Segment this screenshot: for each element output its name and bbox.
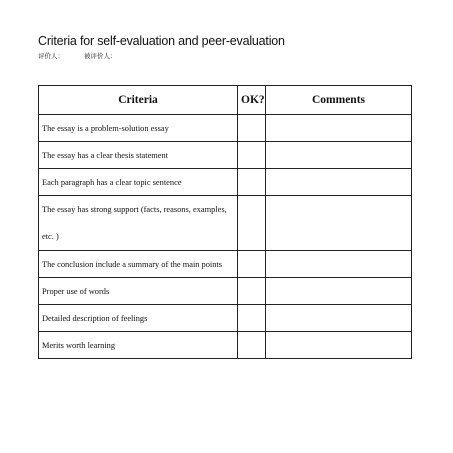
column-header-ok: OK? <box>238 86 266 115</box>
comments-cell[interactable] <box>266 278 412 305</box>
page-title: Criteria for self-evaluation and peer-evaluation <box>38 34 285 48</box>
ok-cell[interactable] <box>238 278 266 305</box>
criteria-table <box>38 85 412 359</box>
comments-cell[interactable] <box>266 251 412 278</box>
table-row <box>39 278 412 305</box>
criterion-cell: Each paragraph has a clear topic sentence <box>39 169 238 196</box>
table-header-row <box>39 86 412 115</box>
table-row <box>39 142 412 169</box>
column-header-comments: Comments <box>266 86 412 115</box>
comments-cell[interactable] <box>266 332 412 359</box>
ok-cell[interactable] <box>238 115 266 142</box>
table-row <box>39 305 412 332</box>
ok-cell[interactable] <box>238 142 266 169</box>
table-row <box>39 251 412 278</box>
ok-cell[interactable] <box>238 332 266 359</box>
table-row <box>39 169 412 196</box>
table-row <box>39 196 412 251</box>
evaluator-label: 评价人： <box>38 52 64 60</box>
criterion-cell: Merits worth learning <box>39 332 238 359</box>
column-header-criteria: Criteria <box>39 86 238 115</box>
ok-cell[interactable] <box>238 169 266 196</box>
table-row <box>39 115 412 142</box>
comments-cell[interactable] <box>266 305 412 332</box>
criterion-cell: Detailed description of feelings <box>39 305 238 332</box>
ok-cell[interactable] <box>238 251 266 278</box>
comments-cell[interactable] <box>266 115 412 142</box>
table-row <box>39 332 412 359</box>
criterion-cell: The essay has a clear thesis statement <box>39 142 238 169</box>
criterion-cell: Proper use of words <box>39 278 238 305</box>
comments-cell[interactable] <box>266 169 412 196</box>
criterion-cell: The conclusion include a summary of the main points <box>39 251 238 278</box>
comments-cell[interactable] <box>266 142 412 169</box>
criterion-cell: The essay is a problem-solution essay <box>39 115 238 142</box>
evaluatee-label: 被评价人： <box>84 52 117 60</box>
ok-cell[interactable] <box>238 305 266 332</box>
comments-cell[interactable] <box>266 196 412 251</box>
ok-cell[interactable] <box>238 196 266 251</box>
criterion-cell: The essay has strong support (facts, reasons, examples, etc. ) <box>39 196 238 251</box>
